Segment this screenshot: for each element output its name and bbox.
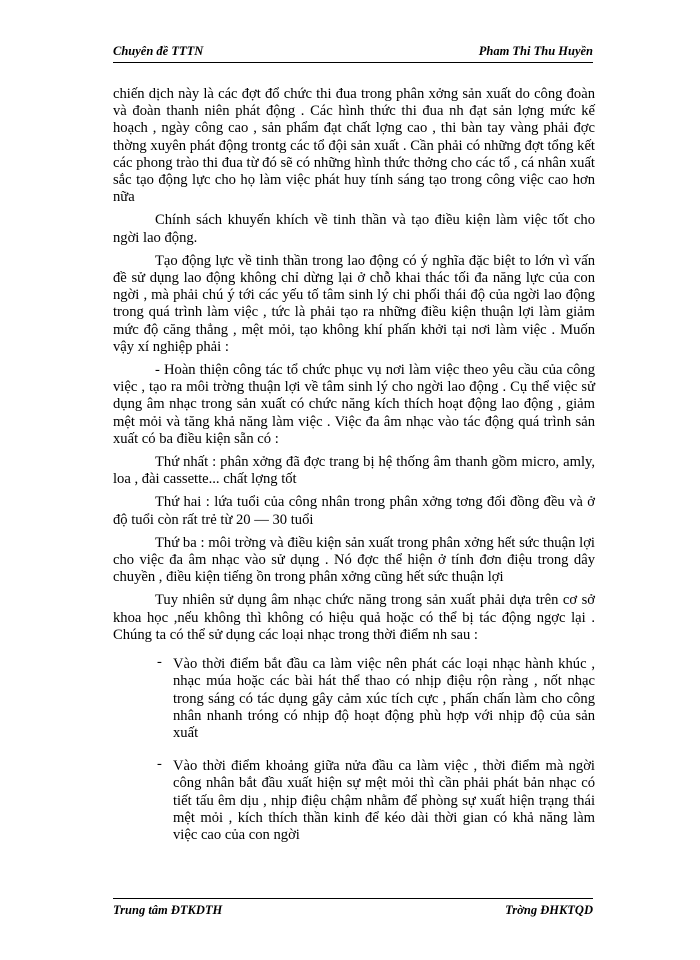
paragraph: chiến dịch này là các đợt đổ chức thi đua trong phân xởng sản xuất do công đoàn và đoàn thanh niên phát động . Các hình thức thi đua nh đạt sản lợng mức kế hoạch , ngày công cao , sản phẩm đạt chất lợng cao , thi bàn tay vàng phải đợc thờng xuyên phát động trontg các tổ đội sản xuất . Cần phải có những đợt tổng kết các phong trào thi đua từ đó sẽ có những hình thức thởng cho các tổ , cá nhân xuất sắc tạo động lực cho họ làm việc phát huy tính sáng tạo trong công việc cao hơn nữa	[113, 86, 595, 206]
header-left: Chuyên đề TTTN	[113, 44, 204, 58]
list-item-text: Vào thời điểm bắt đầu ca làm việc nên phát các loại nhạc hành khúc , nhạc múa hoặc các bài hát thể thao có nhịp điệu rộn ràng , nốt nhạc trong sáng có tác dụng gây cảm xúc tích cực , phấn chấn làm cho công nhân nhanh tróng có nhịp độ hoạt động phù hợp với nhịp độ của sản xuất	[173, 656, 595, 741]
list-item	[113, 656, 595, 742]
bullet-list	[113, 656, 595, 844]
paragraph: Chính sách khuyến khích về tinh thần và tạo điều kiện làm việc tốt cho ngời lao động.	[113, 212, 595, 246]
document-body	[113, 86, 595, 860]
header-rule	[113, 62, 593, 63]
footer-right: Trờng ĐHKTQD	[505, 903, 593, 917]
footer-left: Trung tâm ĐTKDTH	[113, 903, 223, 917]
header-right: Pham Thi Thu Huyền	[478, 44, 593, 58]
paragraph: Thứ hai : lứa tuổi của công nhân trong phân xởng tơng đối đồng đều và ở độ tuổi còn rất trẻ từ 20 — 30 tuổi	[113, 494, 595, 528]
list-item-text: Vào thời điểm khoảng giữa nửa đầu ca làm việc , thời điểm mà ngời công nhân bắt đầu xuất hiện sự mệt mỏi thì cần phải phát bản nhạc có tiết tấu êm dịu , nhịp điệu chậm nhằm để phòng sự xuất hiện trạng thái mệt mỏi , kích thích thần kinh để kéo dài thời gian có khả năng làm việc cao của con ngời	[173, 758, 595, 843]
page-footer	[113, 903, 593, 923]
bullet-marker: -	[157, 756, 162, 773]
list-item	[113, 758, 595, 844]
paragraph: - Hoàn thiện công tác tổ chức phục vụ nơi làm việc theo yêu cầu của công việc , tạo ra môi trờng thuận lợi về tâm sinh lý cho ngời lao động . Cụ thể việc sử dụng âm nhạc trong sản xuất có chức năng kích thích hoạt động lao động , giảm mệt mỏi và tăng khả năng làm việc . Việc đa âm nhạc vào tác động quá trình sản xuất có ba điều kiện sẵn có :	[113, 362, 595, 447]
paragraph: Tuy nhiên sử dụng âm nhạc chức năng trong sản xuất phải dựa trên cơ sở khoa học ,nếu không thì không có hiệu quả hoặc có thể bị tác động ngợc lại . Chúng ta có thể sử dụng các loại nhạc trong thời điểm nh sau :	[113, 592, 595, 643]
footer-rule	[113, 898, 593, 899]
bullet-marker: -	[157, 654, 162, 671]
paragraph: Tạo động lực về tinh thần trong lao động có ý nghĩa đặc biệt to lớn vì vấn đề sử dụng lao động không chỉ dừng lại ở chỗ khai thác tối đa năng lực của con ngời , mà phải chú ý tới các yếu tố tâm sinh lý chi phối thái độ của ngời lao động trong quá trình làm việc , tức là phải tạo ra những điều kiện thuận lợi làm giảm mức độ căng thẳng , mệt mỏi, tạo không khí phấn khởi tại nơi làm việc . Muốn vậy xí nghiệp phải :	[113, 252, 595, 355]
paragraph: Thứ ba : môi trờng và điều kiện sản xuất trong phân xởng hết sức thuận lợi cho việc đa âm nhạc vào sử dụng . Nó đợc thể hiện ở tính đơn điệu trong dây chuyền , điều kiện tiếng ồn trong phân xởng cũng hết sức thuận lợi	[113, 534, 595, 586]
paragraph: Thứ nhất : phân xởng đã đợc trang bị hệ thống âm thanh gồm micro, amly, loa , đài cassette... chất lợng tốt	[113, 454, 595, 488]
page-header	[113, 44, 593, 64]
